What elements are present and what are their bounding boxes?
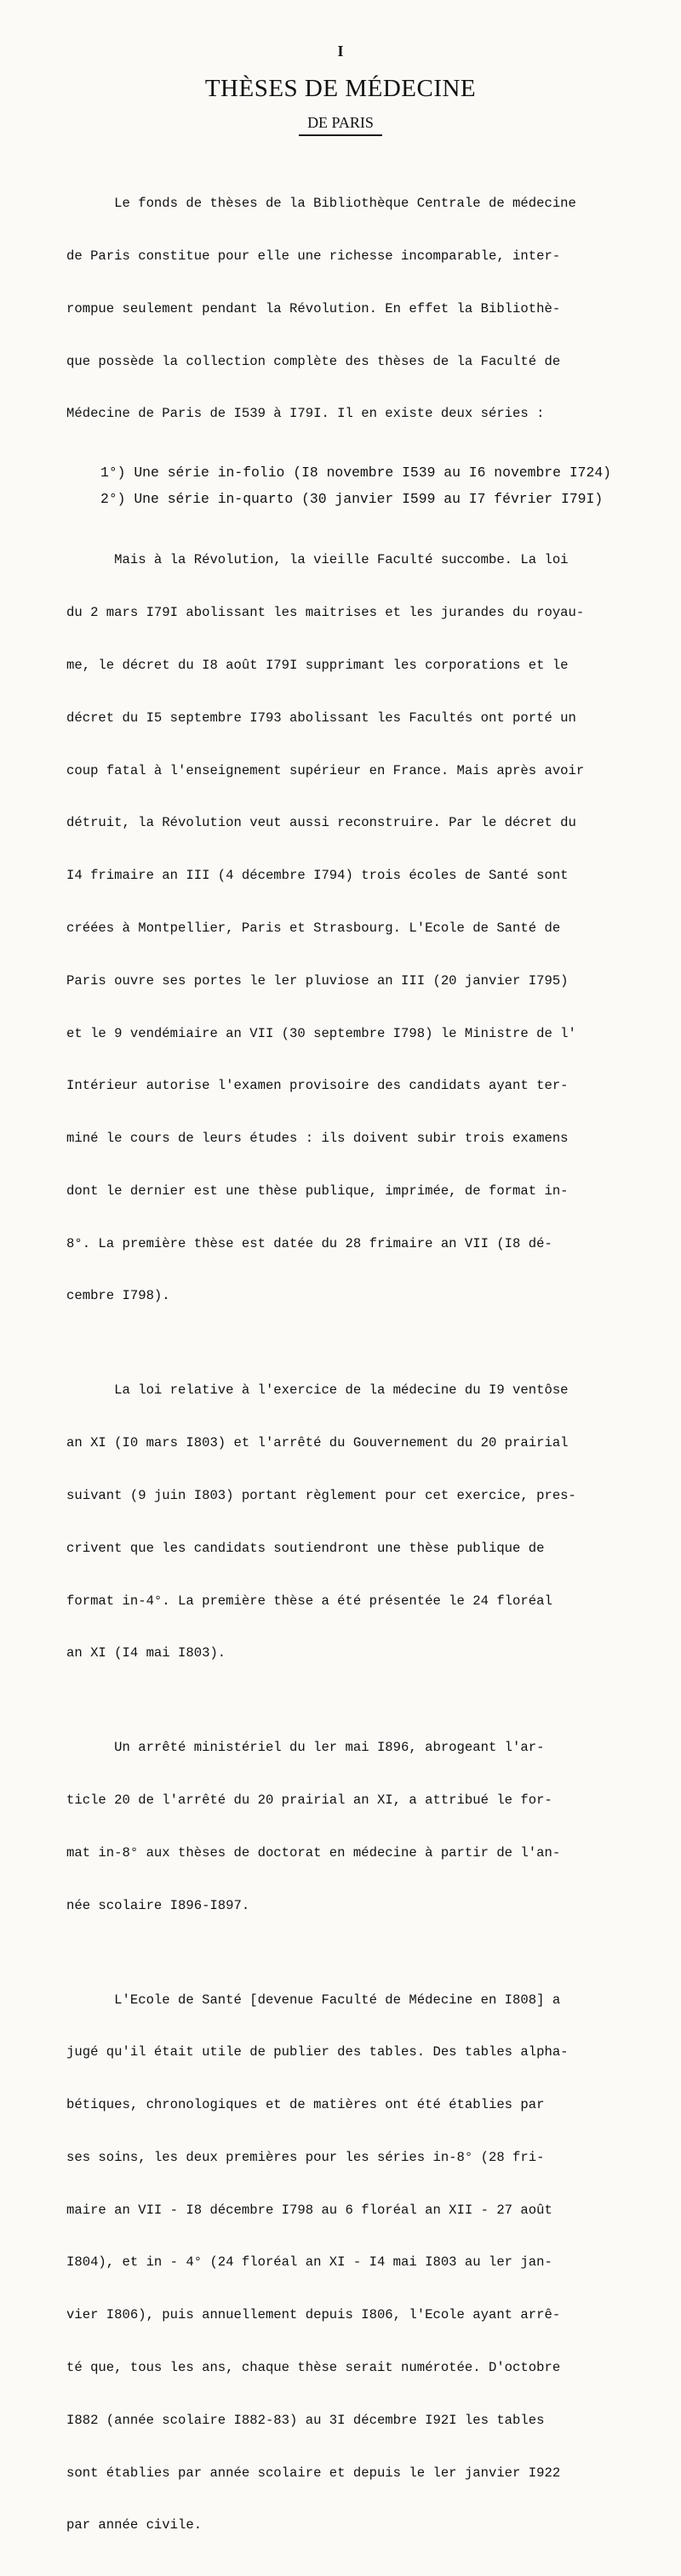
text-line: et le 9 vendémiaire an VII (30 septembre I798) le Ministre de l' <box>66 1025 576 1041</box>
text-line: 8°. La première thèse est datée du 28 frimaire an VII (I8 dé- <box>66 1235 552 1251</box>
subtitle-text: DE PARIS <box>299 114 382 136</box>
text-line: bétiques, chronologiques et de matières ont été établies par <box>66 2097 545 2113</box>
text-line: dont le dernier est une thèse publique, imprimée, de format in- <box>66 1183 569 1199</box>
text-line: sont établies par année scolaire et depuis le ler janvier I922 <box>66 2465 561 2481</box>
text-line: Un arrêté ministériel du ler mai I896, abrogeant l'ar- <box>66 1740 545 1756</box>
text-line: suivant (9 juin I803) portant règlement pour cet exercice, pres- <box>66 1487 576 1503</box>
text-line: I4 frimaire an III (4 décembre I794) trois écoles de Santé sont <box>66 868 569 884</box>
text-line: décret du I5 septembre I793 abolissant les Facultés ont porté un <box>66 710 576 726</box>
text-line: maire an VII - I8 décembre I798 au 6 floréal an XII - 27 août <box>66 2202 552 2218</box>
text-line: ses soins, les deux premières pour les séries in-8° (28 fri- <box>66 2149 545 2165</box>
text-line: La loi relative à l'exercice de la médecine du I9 ventôse <box>66 1382 569 1399</box>
text-line: coup fatal à l'enseignement supérieur en France. Mais après avoir <box>66 762 585 778</box>
text-line: cembre I798). <box>66 1288 170 1304</box>
text-line: I882 (année scolaire I882-83) au 3I décembre I92I les tables <box>66 2412 545 2428</box>
text-line: par année civile. <box>66 2517 203 2533</box>
text-line: du 2 mars I79I abolissant les maitrises et les jurandes du royau- <box>66 605 585 621</box>
text-line: vier I806), puis annuellement depuis I806, l'Ecole ayant arrê- <box>66 2307 561 2323</box>
text-line: té que, tous les ans, chaque thèse serait numérotée. D'octobre <box>66 2360 561 2376</box>
text-line: mat in-8° aux thèses de doctorat en médecine à partir de l'an- <box>66 1844 561 1861</box>
text-line: de Paris constitue pour elle une richesse incomparable, inter- <box>66 248 561 264</box>
paragraph <box>66 160 645 458</box>
page-title: THÈSES DE MÉDECINE <box>204 75 477 102</box>
text-line: an XI (I4 mai I803). <box>66 1645 226 1661</box>
text-line: que possède la collection complète des thèses de la Faculté de <box>66 353 561 369</box>
text-line: me, le décret du I8 août I79I supprimant les corporations et le <box>66 658 569 674</box>
text-line: format in-4°. La première thèse a été présentée le 24 floréal <box>66 1593 552 1609</box>
text-line: an XI (I0 mars I803) et l'arrêté du Gouvernement du 20 prairial <box>66 1435 569 1451</box>
text-line: L'Ecole de Santé [devenue Faculté de Médecine en I808] a <box>66 1992 561 2008</box>
text-line: Mais à la Révolution, la vieille Faculté succombe. La loi <box>66 552 569 568</box>
text-line: Médecine de Paris de I539 à I79I. Il en existe deux séries : <box>66 406 545 422</box>
document-body <box>66 160 645 2576</box>
text-line: Paris ouvre ses portes le ler pluviose an III (20 janvier I795) <box>66 972 569 989</box>
page-subtitle <box>0 114 681 136</box>
page-number: I <box>337 43 344 60</box>
text-line: I804), et in - 4° (24 floréal an XI - I4 mai I803 au ler jan- <box>66 2254 552 2271</box>
series-list <box>66 464 645 508</box>
text-line: rompue seulement pendant la Révolution. En effet la Bibliothè- <box>66 300 561 316</box>
text-line: créées à Montpellier, Paris et Strasbourg. L'Ecole de Santé de <box>66 920 561 936</box>
text-line: détruit, la Révolution veut aussi reconstruire. Par le décret du <box>66 815 576 831</box>
text-line: jugé qu'il était utile de publier des tables. Des tables alpha- <box>66 2044 569 2060</box>
text-line: crivent que les candidats soutiendront une thèse publique de <box>66 1540 545 1556</box>
text-line: Intérieur autorise l'examen provisoire des candidats ayant ter- <box>66 1078 569 1094</box>
text-line: miné le cours de leurs études : ils doivent subir trois examens <box>66 1131 569 1147</box>
text-line: ticle 20 de l'arrêté du 20 prairial an XI, a attribué le for- <box>66 1792 552 1809</box>
paragraph <box>66 1704 645 1949</box>
paragraph <box>66 1347 645 1697</box>
paragraph <box>66 516 645 1340</box>
series-item: 1°) Une série in-folio (I8 novembre I539 au I6 novembre I724) <box>100 464 611 482</box>
paragraph <box>66 1956 645 2569</box>
text-line: Le fonds de thèses de la Bibliothèque Centrale de médecine <box>66 196 576 212</box>
text-line: née scolaire I896-I897. <box>66 1897 250 1913</box>
series-item: 2°) Une série in-quarto (30 janvier I599 au I7 février I79I) <box>100 490 604 507</box>
